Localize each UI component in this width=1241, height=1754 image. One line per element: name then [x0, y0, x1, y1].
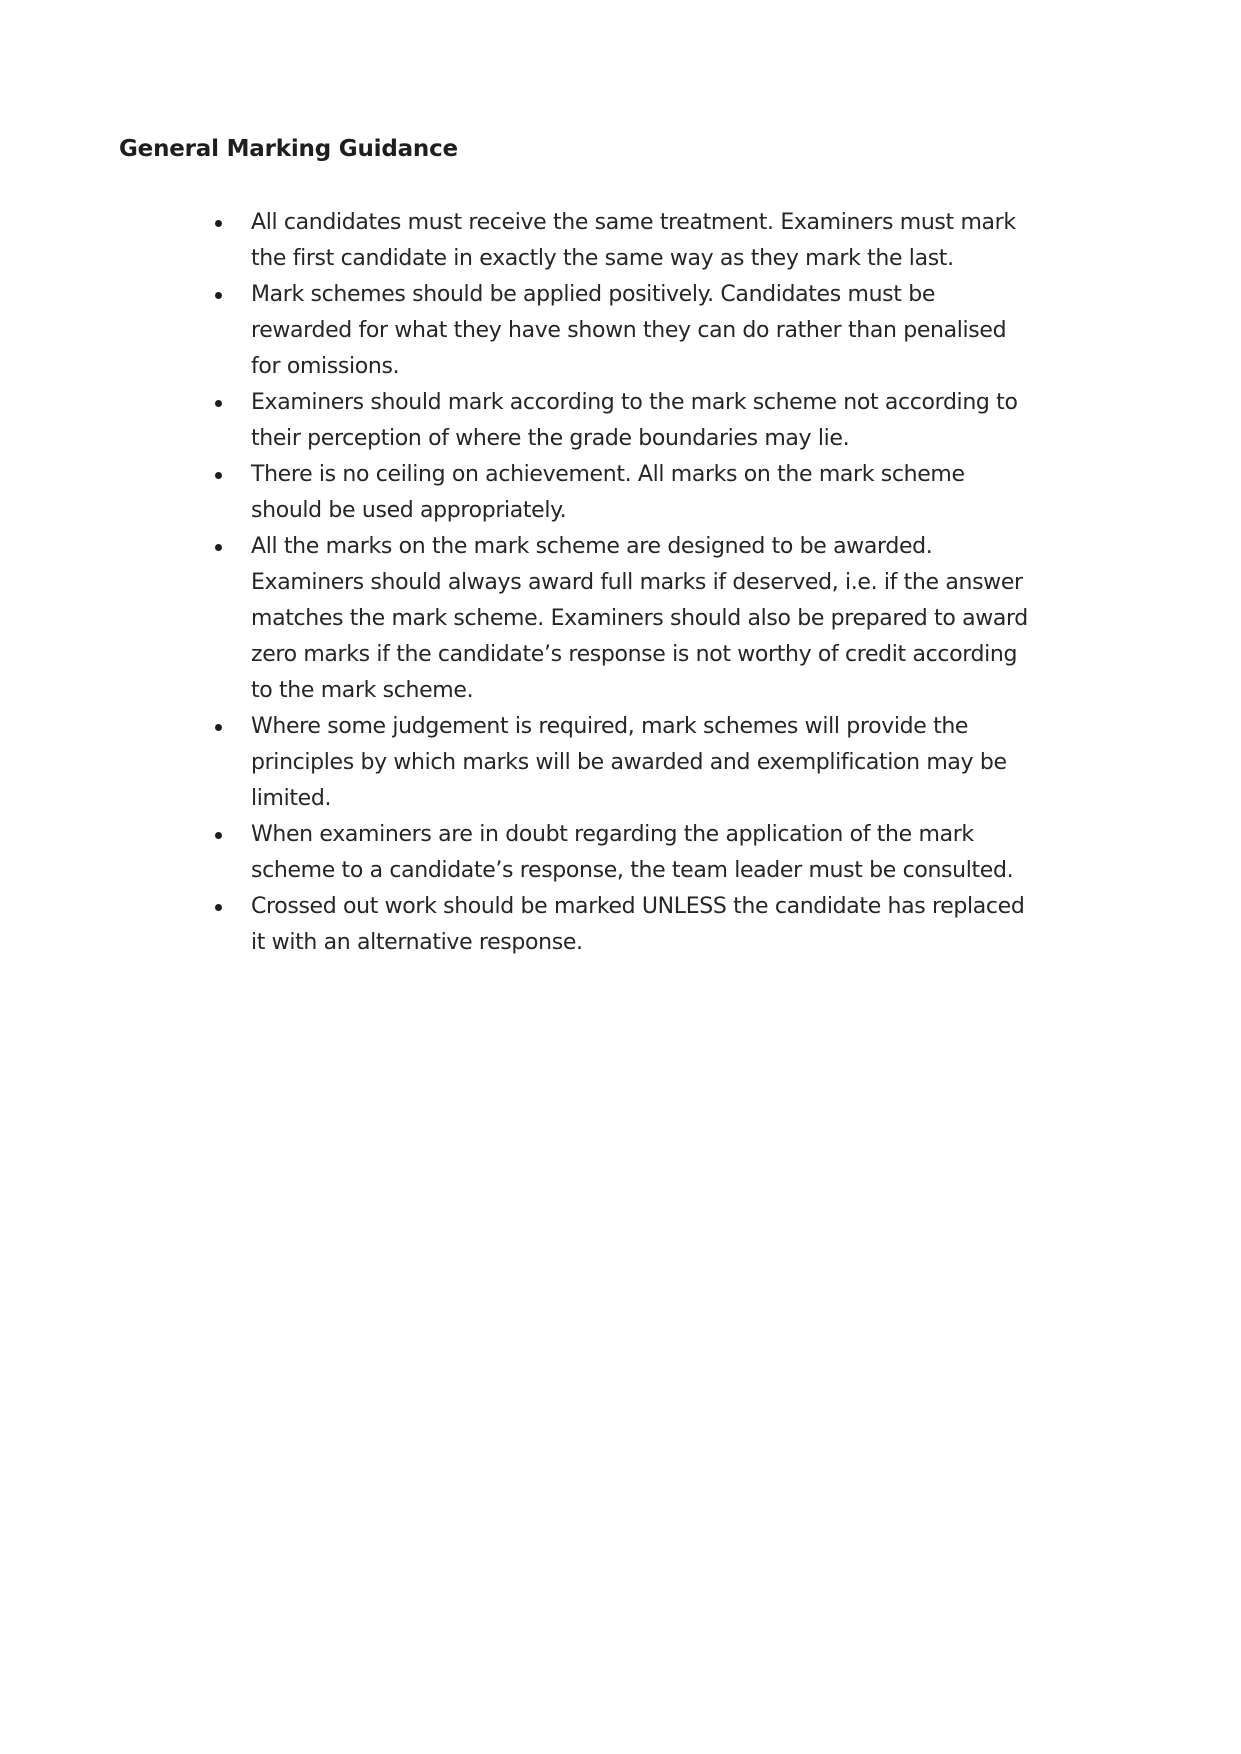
- list-item: [210, 889, 1030, 961]
- bullet-icon: [215, 472, 222, 479]
- list-item: [210, 529, 1030, 709]
- bullet-icon: [215, 220, 222, 227]
- list-item-text: All candidates must receive the same treatment. Examiners must mark the first candidate in exactly the same way as they mark the last.: [251, 210, 1016, 271]
- list-item-text: Mark schemes should be applied positively. Candidates must be rewarded for what they have shown they can do rather than penalised for omissions.: [251, 282, 1007, 379]
- bullet-icon: [215, 904, 222, 911]
- bullet-icon: [215, 400, 222, 407]
- list-item: [210, 457, 1030, 529]
- list-item: [210, 277, 1030, 385]
- page-title: General Marking Guidance: [119, 136, 458, 162]
- list-item-text: Where some judgement is required, mark schemes will provide the principles by which marks will be awarded and exemplification may be limited.: [251, 714, 1007, 811]
- list-item-text: There is no ceiling on achievement. All marks on the mark scheme should be used appropriately.: [251, 462, 965, 523]
- guidance-list: [210, 205, 1030, 961]
- list-item-text: Examiners should mark according to the mark scheme not according to their perception of where the grade boundaries may lie.: [251, 390, 1018, 451]
- list-item: [210, 817, 1030, 889]
- list-item: [210, 385, 1030, 457]
- list-item-text: When examiners are in doubt regarding the application of the mark scheme to a candidate’s response, the team leader must be consulted.: [251, 822, 1014, 883]
- bullet-icon: [215, 724, 222, 731]
- list-item: [210, 709, 1030, 817]
- list-item: [210, 205, 1030, 277]
- bullet-icon: [215, 544, 222, 551]
- bullet-icon: [215, 292, 222, 299]
- list-item-text: All the marks on the mark scheme are designed to be awarded. Examiners should always award full marks if deserved, i.e. if the answer matches the mark scheme. Examiners should also be prepared to award zero marks if the candidate’s response is not worthy of credit according to the mark scheme.: [251, 534, 1028, 703]
- bullet-icon: [215, 832, 222, 839]
- list-item-text: Crossed out work should be marked UNLESS the candidate has replaced it with an alternative response.: [251, 894, 1025, 955]
